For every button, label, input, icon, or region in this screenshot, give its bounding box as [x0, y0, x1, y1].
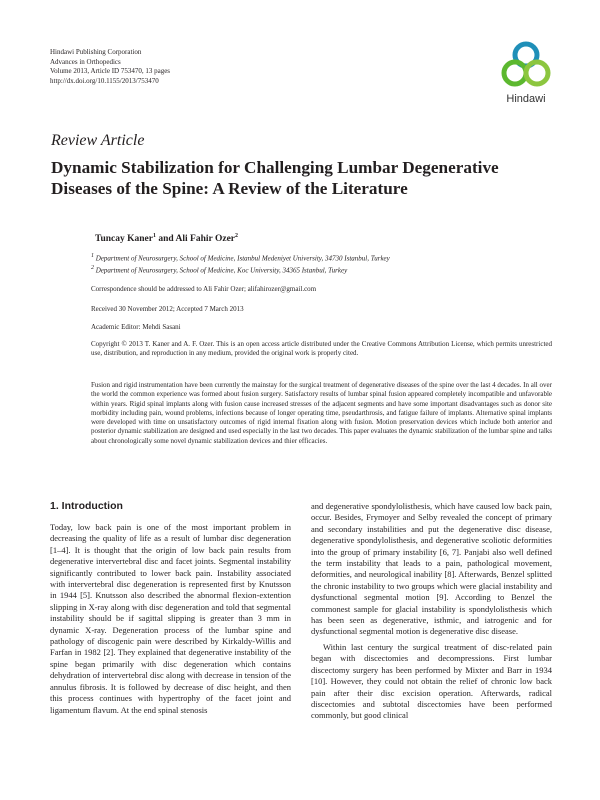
article-title: Dynamic Stabilization for Challenging Lumbar Degenerative Diseases of the Spine: A Review of the Literature	[51, 158, 499, 198]
paragraph: and degenerative spondylolisthesis, which have caused low back pain, occur. Besides, Frymoyer and Selby revealed the concept of primary and secondary instabilities and put the degenerative disc disease, degenerative spondylolisthesis, and degenerative scoliotic deformities into the group of primary instability [6, 7]. Panjabi also well defined the term instability that leads to a pain, pathological movement, deformities, and neurological inability [8]. Afterwards, Benzel splitted the chronic instability to two groups which were glacial instability and dysfunctional segmental motion [9]. According to Benzel the commonest sample for glacial instability is spondylolisthesis which has been seen as degenerative, isthmic, and iatrogenic and for dysfunctional segmental motion is degenerative disc disease.	[311, 501, 552, 637]
publication-info	[50, 48, 170, 86]
author-name: Tuncay Kaner	[95, 234, 153, 245]
section-heading: 1. Introduction	[50, 500, 123, 512]
paragraph: Within last century the surgical treatment of disc-related pain began with discectomies and decompressions. First lumbar discectomy surgery has been performed by Mixter and Barr in 1934 [10]. However, they could not obtain the relief of chronic low back pain after their disc excision operation. Afterwards, radical discectomies and subtotal discectomies have been performed commonly, but good clinical	[311, 641, 552, 721]
author-sup: 2	[235, 233, 238, 239]
left-column	[50, 522, 291, 716]
correspondence: Correspondence should be addressed to Ali Fahir Ozer; alifahirozer@gmail.com	[91, 285, 317, 293]
affiliation	[91, 253, 390, 262]
publisher-name: Hindawi Publishing Corporation	[50, 48, 142, 56]
academic-editor: Academic Editor: Mehdi Sasani	[91, 323, 181, 331]
author-list	[95, 233, 238, 244]
author-name: Ali Fahir Ozer	[175, 234, 235, 245]
hindawi-logo-icon	[495, 40, 557, 92]
hindawi-logo	[495, 40, 557, 105]
affiliation	[91, 265, 347, 274]
affiliation-text: Department of Neurosurgery, School of Medicine, Istanbul Medeniyet University, 34730 Istanbul, Turkey	[95, 254, 390, 263]
journal-name: Advances in Orthopedics	[50, 57, 121, 66]
affiliation-sup: 1	[91, 253, 94, 259]
article-type: Review Article	[51, 132, 145, 149]
author-joiner: and	[158, 234, 174, 245]
copyright-notice: Copyright © 2013 T. Kaner and A. F. Ozer. This is an open access article distributed under the Creative Commons Attribution License, which permits unrestricted use, distribution, and reproduction in any medium, provided the original work is properly cited.	[91, 340, 552, 358]
paragraph: Today, low back pain is one of the most important problem in decreasing the quality of life as a result of lumbar disc degeneration [1–4]. It is thought that the origin of low back pain results from degenerative intervertebral disc and facet joints. Segmental instability significantly contributed to lower back pain. Instability associated with intervertebral disc degeneration is represented first by Knutsson in 1944 [5]. Knutsson also described the abnormal flexion-extention slipping in X-ray along with disc degeneration and told that segmental instability should be if sagittal slipping is greater than 3 mm in dynamic X-ray. Degeneration process of the lumbar spine and pathology of discogenic pain were described by Kirkaldy-Willis and Farfan in 1982 [2]. They explained that degenerative instability of the spine began primarily with disc degeneration which contains dehydration of intervertebral disc along with decrease in tension of the annulus fibrosis. It is followed by decrease of disc height, and then this process continues with hypertrophy of the facet joint and ligamentum flavum. At the end spinal stenosis	[50, 522, 291, 715]
logo-text: Hindawi	[506, 93, 546, 105]
right-column	[311, 501, 552, 722]
volume-info: Volume 2013, Article ID 753470, 13 pages	[50, 67, 171, 76]
affiliation-text: Department of Neurosurgery, School of Medicine, Koc University, 34365 Istanbul, Turkey	[95, 266, 348, 275]
author-sup: 1	[152, 233, 156, 239]
article-dates: Received 30 November 2012; Accepted 7 March 2013	[91, 305, 244, 313]
abstract: Fusion and rigid instrumentation have been currently the mainstay for the surgical treatment of degenerative diseases of the spine over the last 4 decades. In all over the world the common experience was formed about fusion surgery. Satisfactory results of lumbar spinal fusion appeared completely incompatible and unfavorable within years. Rigid spinal implants along with fusion cause increased stresses of the adjacent segments and have some important disadvantages such as donor site morbidity including pain, wound problems, infections because of longer operating time, pseudarthrosis, and fatigue failure of implants. Alternative spinal implants were developed with time on unsatisfactory outcomes of rigid internal fixation along with fusion. Motion preservation devices which include both anterior and posterior dynamic stabilization are designed and used especially in the last two decades. This paper evaluates the dynamic stabilization of the lumbar spine and talks about chronologically some novel dynamic stabilization devices and thier efficacies.	[91, 381, 552, 445]
doi-link[interactable]: http://dx.doi.org/10.1155/2013/753470	[50, 76, 159, 85]
affiliation-sup: 2	[91, 265, 94, 271]
